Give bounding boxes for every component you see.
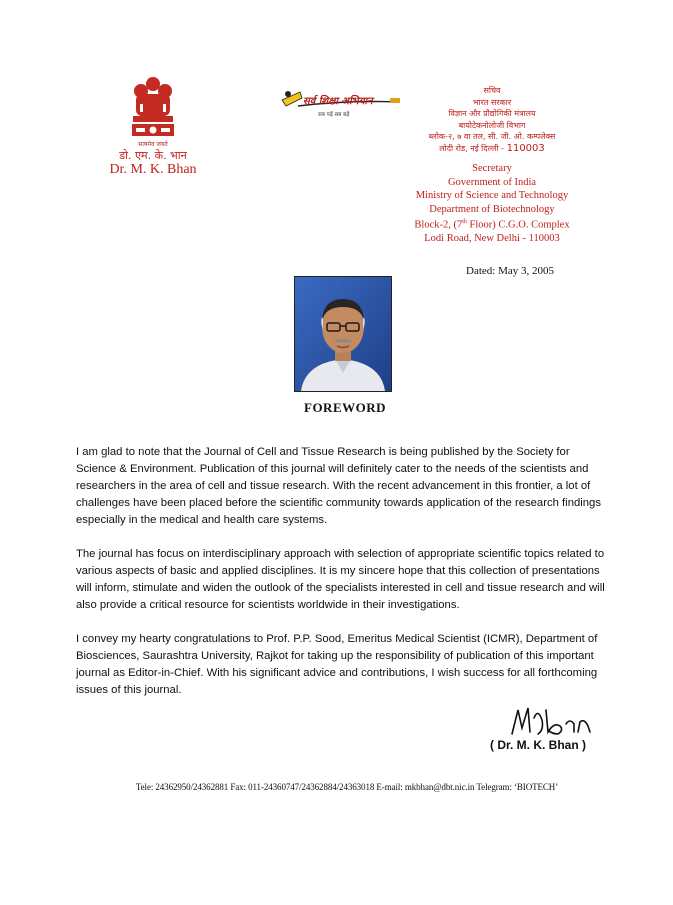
name-hindi: डो. एम. के. भान: [119, 149, 187, 162]
address-block-pre: Block-2, (7: [414, 219, 463, 231]
address-hindi-line: ब्लोक-२, ७ वा तल, सी. जी. ओ. कम्पलेक्स: [428, 132, 556, 141]
address-hindi: [392, 85, 592, 154]
date-line: Dated: May 3, 2005: [466, 265, 554, 277]
address-hindi-pin: 110003: [506, 142, 545, 154]
paragraph: The journal has focus on interdisciplinary approach with selection of appropriate scientific topics related to various aspects of basic and applied disciplines. It is my sincere hope that this collection of presentations will inform, stimulate and widen the outlook of the specialists interested in cell and tissue research and will also provide a critical resource for scientists worldwide in their investigations.: [76, 548, 605, 611]
address-english: [392, 162, 592, 246]
logo-tagline: सब पढ़ें सब बढ़ें: [318, 112, 350, 118]
address-hindi-city: लोदी रोड, नई दिल्ली -: [439, 143, 507, 153]
name-english: Dr. M. K. Bhan: [109, 162, 197, 177]
address-hindi-line: सचिव: [483, 86, 501, 95]
emblem-motto: सत्यमेव जयते: [138, 141, 168, 148]
paragraph: I am glad to note that the Journal of Cell and Tissue Research is being published by the Society for Science & Environment. Publication of this journal will definitely cater to the needs of the scientists and researchers in the area of cell and tissue research. With the recent advancement in this frontier, a lot of challenges have been placed before the scientific community towards application of the research findings especially in the medical and health care systems.: [76, 446, 601, 526]
portrait-image: [295, 277, 391, 391]
portrait-photo: [294, 276, 392, 392]
address-hindi-line: विज्ञान और प्रौद्योगिकी मंत्रालय: [448, 109, 536, 118]
address-department: Department of Biotechnology: [429, 203, 555, 215]
handwritten-signature: [508, 704, 598, 740]
page-title: FOREWORD: [304, 400, 386, 415]
national-emblem-icon: [130, 74, 176, 144]
signatory-name: ( Dr. M. K. Bhan ): [490, 738, 586, 752]
address-city: Lodi Road, New Delhi - 110003: [424, 233, 560, 244]
contact-footer: Tele: 24362950/24362881 Fax: 011-24360747/24362884/24363018 E-mail: mkbhan@dbt.nic.in Telegram: ‘BIOTECH’: [135, 782, 559, 792]
foreword-body: [76, 444, 610, 716]
address-hindi-line: भारत सरकार: [472, 97, 512, 107]
address-block-post: Floor) C.G.O. Complex: [466, 219, 570, 231]
address-block-sup: th: [462, 219, 467, 225]
logo-title: सर्व शिक्षा अभियान: [303, 96, 373, 107]
address-block: [392, 216, 592, 232]
address-government: Government of India: [447, 176, 537, 188]
address-hindi-line: [392, 143, 592, 155]
address-ministry: Ministry of Science and Technology: [415, 190, 569, 201]
address-hindi-line: बायोटेकनोलोजी विभाग: [458, 120, 526, 130]
address-title: Secretary: [472, 163, 512, 174]
paragraph: I convey my hearty congratulations to Prof. P.P. Sood, Emeritus Medical Scientist (ICMR), Department of Biosciences, Saurashtra University, Rajkot for taking up the responsibility of publication of this important journal as Editor-in-Chief. With his significant advice and contributions, I wish success for all forthcoming issues of this journal.: [76, 633, 598, 696]
